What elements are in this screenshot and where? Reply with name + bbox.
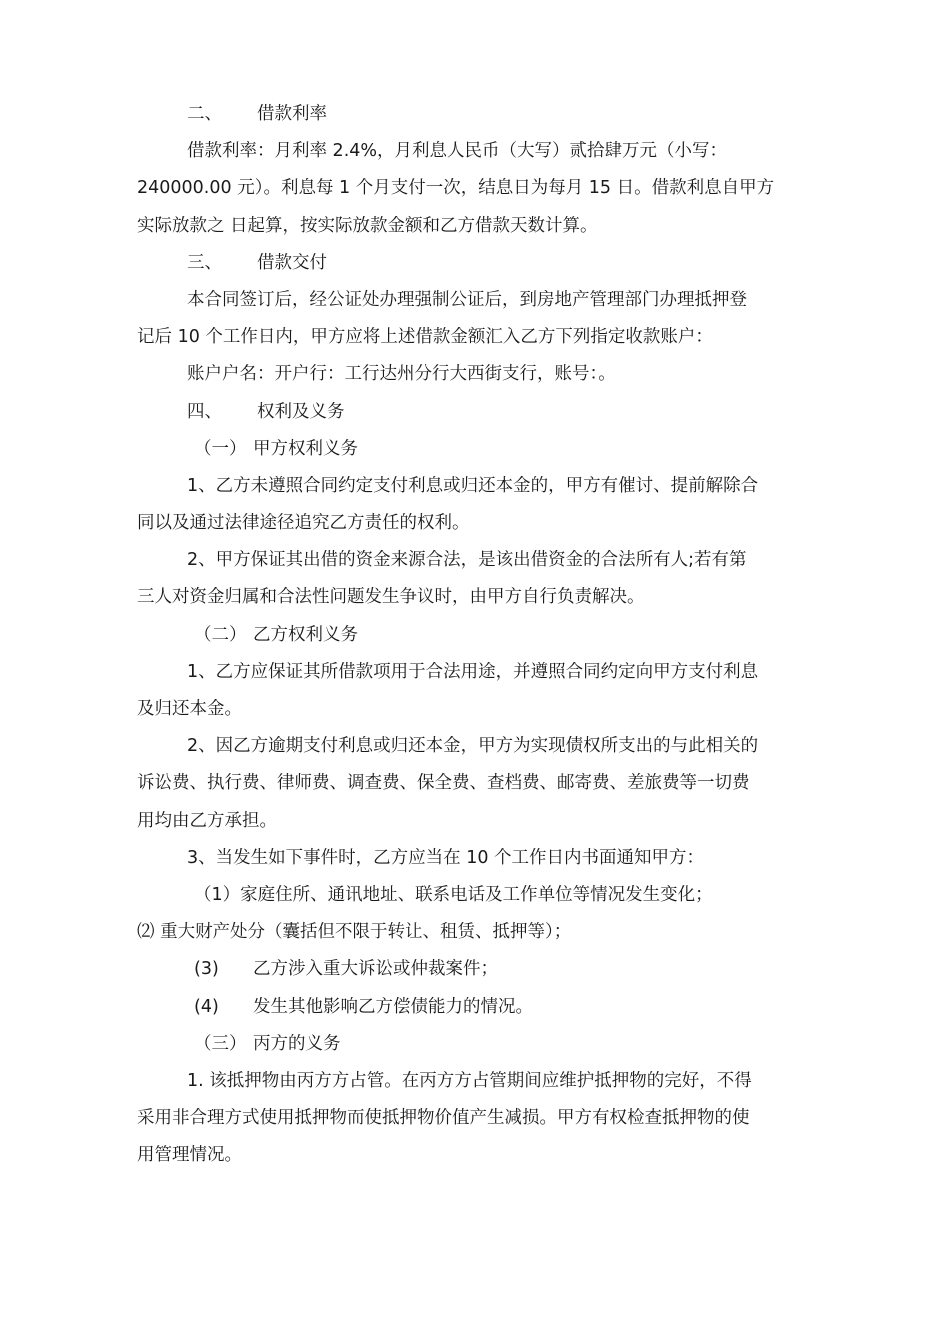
paragraph-line: 1. 该抵押物由丙方方占管。在丙方方占管期间应维护抵押物的完好，不得: [187, 1070, 752, 1091]
party-b-number: （二）: [194, 624, 247, 645]
list-item-text: 发生其他影响乙方偿债能力的情况。: [253, 996, 533, 1017]
section-4-title: 权利及义务: [257, 401, 345, 422]
party-c-heading: [137, 1026, 827, 1063]
list-item: [137, 951, 827, 988]
list-item: ⑵ 重大财产处分（囊括但不限于转让、租赁、抵押等）；: [137, 922, 572, 943]
paragraph-line: 2、甲方保证其出借的资金来源合法，是该出借资金的合法所有人;若有第: [187, 550, 747, 571]
party-b-heading: [137, 617, 827, 654]
section-2-title: 借款利率: [257, 104, 327, 124]
party-b-title: 乙方权利义务: [253, 624, 358, 645]
party-c-number: （三）: [194, 1033, 247, 1054]
list-item: （1）家庭住所、通讯地址、联系电话及工作单位等情况发生变化；: [194, 884, 713, 905]
paragraph-line: 用管理情况。: [137, 1145, 242, 1166]
paragraph-line: 本合同签订后，经公证处办理强制公证后，到房地产管理部门办理抵押登: [187, 289, 747, 310]
paragraph-line: 同以及通过法律途径追究乙方责任的权利。: [137, 513, 470, 534]
paragraph-line: 1、乙方未遵照合同约定支付利息或归还本金的，甲方有催讨、提前解除合: [187, 475, 759, 496]
section-4-heading: [137, 394, 827, 431]
paragraph-line: 1、乙方应保证其所借款项用于合法用途，并遵照合同约定向甲方支付利息: [187, 661, 759, 682]
list-item: [137, 989, 827, 1026]
paragraph-line: 及归还本金。: [137, 699, 242, 719]
section-3-number: 三、: [187, 252, 222, 273]
document-body: [137, 96, 827, 1174]
paragraph-line: 240000.00 元）。利息每 1 个月支付一次，结息日为每月 15 日。借款利息自甲方: [137, 178, 775, 199]
paragraph-line: 实际放款之 日起算，按实际放款金额和乙方借款天数计算。: [137, 215, 598, 236]
list-item-text: 乙方涉入重大诉讼或仲裁案件；: [253, 959, 498, 980]
paragraph-line: 用均由乙方承担。: [137, 810, 277, 831]
party-c-title: 丙方的义务: [253, 1033, 341, 1054]
section-3-heading: [137, 245, 827, 282]
party-a-heading: [137, 431, 827, 468]
paragraph-line: 三人对资金归属和合法性问题发生争议时，由甲方自行负责解决。: [137, 587, 645, 608]
list-item-number: (3): [194, 959, 219, 980]
party-a-number: （一）: [194, 438, 247, 459]
section-2-number: 二、: [187, 104, 222, 124]
paragraph-line: 诉讼费、执行费、律师费、调查费、保全费、查档费、邮寄费、差旅费等一切费: [137, 773, 750, 794]
paragraph-line: 采用非合理方式使用抵押物而使抵押物价值产生减损。甲方有权检查抵押物的使: [137, 1108, 750, 1129]
list-item-number: (4): [194, 996, 219, 1017]
paragraph-line: 3、当发生如下事件时，乙方应当在 10 个工作日内书面通知甲方：: [187, 847, 705, 868]
paragraph-line: 2、因乙方逾期支付利息或归还本金，甲方为实现债权所支出的与此相关的: [187, 736, 759, 757]
section-3-title: 借款交付: [257, 252, 327, 273]
party-a-title: 甲方权利义务: [253, 438, 358, 459]
paragraph-line: 账户户名：开户行：工行达州分行大西街支行，账号：。: [187, 364, 616, 385]
section-4-number: 四、: [187, 401, 222, 422]
paragraph-line: 借款利率：月利率 2.4%，月利息人民币（大写）贰拾肆万元（小写：: [187, 141, 728, 162]
section-2-heading: [137, 96, 827, 133]
paragraph-line: 记后 10 个工作日内，甲方应将上述借款金额汇入乙方下列指定收款账户：: [137, 327, 713, 348]
